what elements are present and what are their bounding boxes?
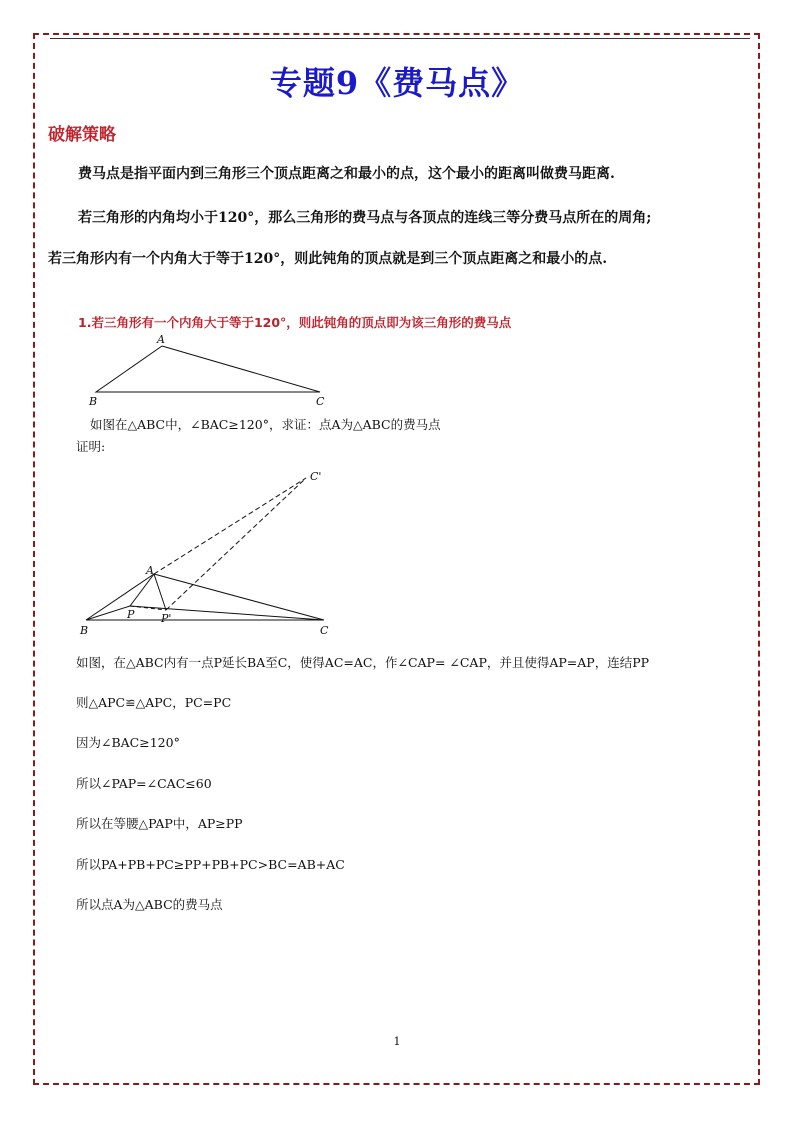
label-a2: A: [146, 564, 154, 577]
pprime-cprime: [166, 478, 306, 610]
triangle-abc: [96, 346, 320, 392]
strategy-paragraph-2: 若三角形的内角均小于120°，那么三角形的费马点与各顶点的连线三等分费马点所在的周角;: [78, 210, 652, 226]
header-rule: [50, 38, 750, 39]
seg-pa: [130, 574, 154, 606]
label-b: B: [89, 395, 98, 408]
triangle-figure-2: [70, 462, 360, 642]
label-b2: B: [80, 624, 89, 637]
proof-step-6: 所以PA+PB+PC≥PP+PB+PC>BC=AB+AC: [76, 857, 345, 872]
side-ab: [86, 574, 154, 620]
label-pprime: P': [161, 612, 172, 625]
label-p: P: [127, 608, 135, 621]
strategy-paragraph-1: 费马点是指平面内到三角形三个顶点距离之和最小的点，这个最小的距离叫做费马距离.: [78, 166, 615, 182]
seg-pc: [130, 606, 324, 620]
seg-apprime: [154, 574, 166, 610]
strategy-paragraph-3: 若三角形内有一个内角大于等于120°，则此钝角的顶点就是到三个顶点距离之和最小的点.: [48, 251, 608, 267]
proof-step-4: 所以∠PAP=∠CAC≤60: [76, 776, 212, 791]
ext-a-cprime: [154, 478, 306, 574]
page-number: 1: [393, 1035, 401, 1048]
section-heading: 破解策略: [48, 125, 116, 145]
page-title: 专题9《费马点》: [269, 64, 525, 102]
label-c2: C: [320, 624, 329, 637]
label-a: A: [157, 333, 165, 346]
proof-step-1: 如图，在△ABC内有一点P延长BA至C，使得AC=AC，作∠CAP= ∠CAP，并且使得AP=AP，连结PP: [76, 655, 650, 670]
proof-step-7: 所以点A为△ABC的费马点: [76, 897, 223, 912]
label-c: C: [316, 395, 325, 408]
triangle-figure-1: [80, 330, 340, 410]
proof-label: 证明:: [76, 439, 106, 454]
seg-pb: [86, 606, 130, 620]
proof-step-2: 则△APC≌△APC，PC=PC: [76, 695, 232, 710]
proof-step-3: 因为∠BAC≥120°: [76, 735, 180, 750]
case-heading: 1.若三角形有一个内角大于等于120°，则此钝角的顶点即为该三角形的费马点: [78, 315, 512, 330]
proof-step-5: 所以在等腰△PAP中，AP≥PP: [76, 816, 243, 831]
given-statement: 如图在△ABC中，∠BAC≥120°，求证：点A为△ABC的费马点: [90, 417, 441, 432]
label-cprime: C': [310, 470, 322, 483]
